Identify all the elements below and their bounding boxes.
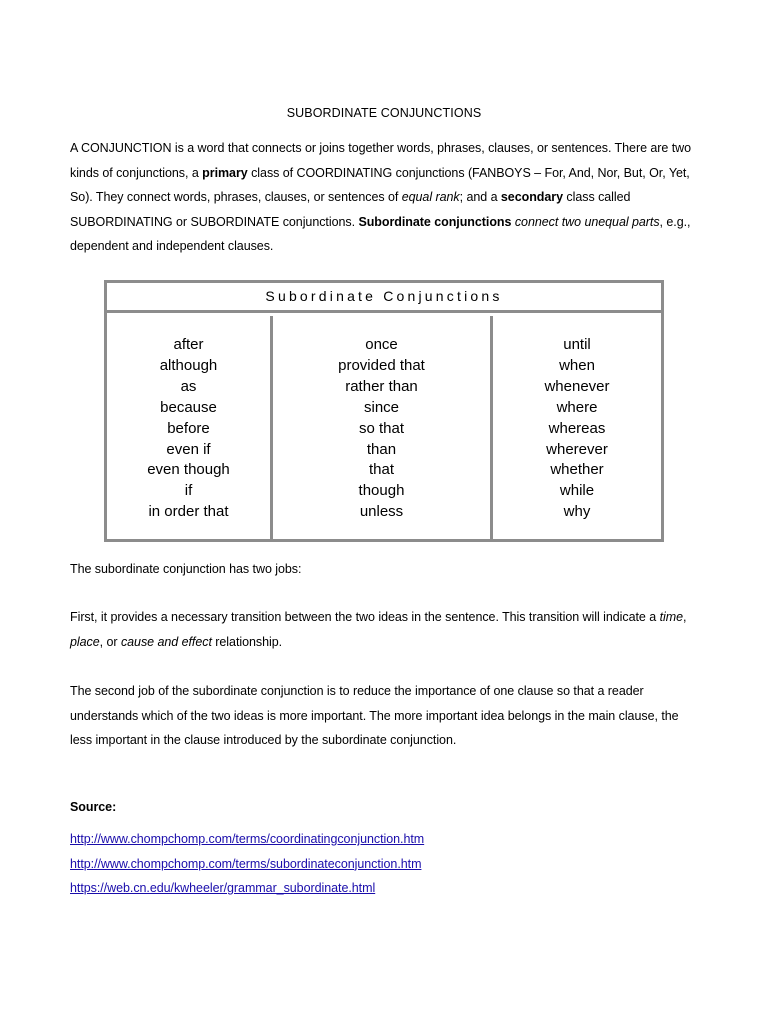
conjunction-word: wherever	[546, 440, 608, 458]
text-segment: secondary	[500, 190, 563, 205]
conjunction-word: since	[363, 398, 400, 416]
jobs-lead-text: The subordinate conjunction has two jobs:	[70, 562, 302, 576]
text-segment: time	[659, 610, 683, 624]
page-title: SUBORDINATE CONJUNCTIONS	[286, 106, 482, 120]
conjunction-word: rather than	[345, 377, 418, 395]
conjunction-word: before	[167, 419, 210, 437]
text-segment: cause and effect	[120, 634, 212, 649]
text-segment: class called SUBORDINATING or SUBORDINATE conjunctions.	[70, 190, 631, 229]
text-segment: , or	[99, 634, 121, 649]
conjunction-word: until	[563, 336, 591, 353]
job-two-paragraph: The second job of the subordinate conjunction is to reduce the importance of one clause so that a reader understands which of the two ideas is more important. The more important idea belongs in the main clause, the less important in the clause introduced by the subordinate conjunction.	[70, 684, 679, 748]
conjunction-word: whereas	[548, 419, 606, 437]
conjunction-word: than	[366, 440, 397, 458]
text-segment: First, it provides a necessary transition between the two ideas in the sentence. This transition will indicate a	[70, 610, 660, 624]
table-column-1	[107, 316, 270, 539]
text-segment: Subordinate conjunctions	[358, 214, 512, 229]
conjunction-word: although	[159, 356, 218, 374]
conjunction-word: as	[180, 377, 197, 395]
conjunction-word: provided that	[338, 356, 425, 374]
text-segment: ; and a	[459, 190, 501, 205]
conjunction-word: even if	[166, 440, 211, 458]
intro-paragraph	[70, 136, 700, 259]
conjunction-word: so that	[358, 419, 405, 437]
text-segment: A CONJUNCTION is a word that connects or joins together words, phrases, clauses, or sentences. There are two kinds of conjunctions, a	[70, 141, 692, 180]
text-segment: class of COORDINATING conjunctions (FANBOYS – For, And, Nor, But, Or, Yet, So). They connect words, phrases, clauses, or sentences of	[70, 165, 690, 205]
conjunction-word: once	[365, 336, 398, 353]
conjunction-word: even though	[147, 461, 230, 479]
conjunction-word: when	[559, 356, 595, 374]
text-segment: relationship.	[211, 634, 283, 649]
conjunction-word: whether	[550, 461, 604, 479]
text-segment: ,	[682, 610, 687, 624]
text-segment: equal rank	[401, 190, 460, 205]
conjunction-word: that	[368, 461, 395, 479]
text-segment: connect two unequal parts	[514, 214, 660, 229]
source-link-coordinating[interactable]: http://www.chompchomp.com/terms/coordinatingconjunction.htm	[70, 832, 425, 846]
source-link-subordinate[interactable]: http://www.chompchomp.com/terms/subordinateconjunction.htm	[70, 856, 422, 871]
source-link-grammar[interactable]: https://web.cn.edu/kwheeler/grammar_subordinate.html	[70, 881, 376, 896]
conjunction-word: because	[160, 398, 217, 416]
source-label: Source:	[70, 800, 117, 814]
conjunction-word: unless	[359, 503, 404, 521]
job-one-paragraph	[70, 605, 700, 654]
table-column-2	[270, 316, 490, 539]
conjunction-word: after	[173, 336, 204, 353]
text-segment: primary	[202, 165, 248, 180]
conjunction-word: while	[559, 482, 595, 500]
text-segment: , e.g., dependent and independent clauses.	[70, 214, 691, 254]
conjunction-word: whenever	[544, 377, 610, 395]
conjunctions-table	[104, 280, 664, 542]
source-links	[70, 827, 700, 901]
conjunction-word: if	[184, 482, 193, 500]
text-segment: place	[70, 634, 100, 649]
table-column-3	[490, 316, 661, 539]
table-header: Subordinate Conjunctions	[107, 283, 661, 313]
table-columns	[107, 316, 661, 539]
conjunction-word: though	[358, 482, 405, 500]
conjunction-word: in order that	[148, 503, 229, 521]
conjunction-word: why	[563, 503, 591, 521]
conjunction-word: where	[556, 398, 598, 416]
